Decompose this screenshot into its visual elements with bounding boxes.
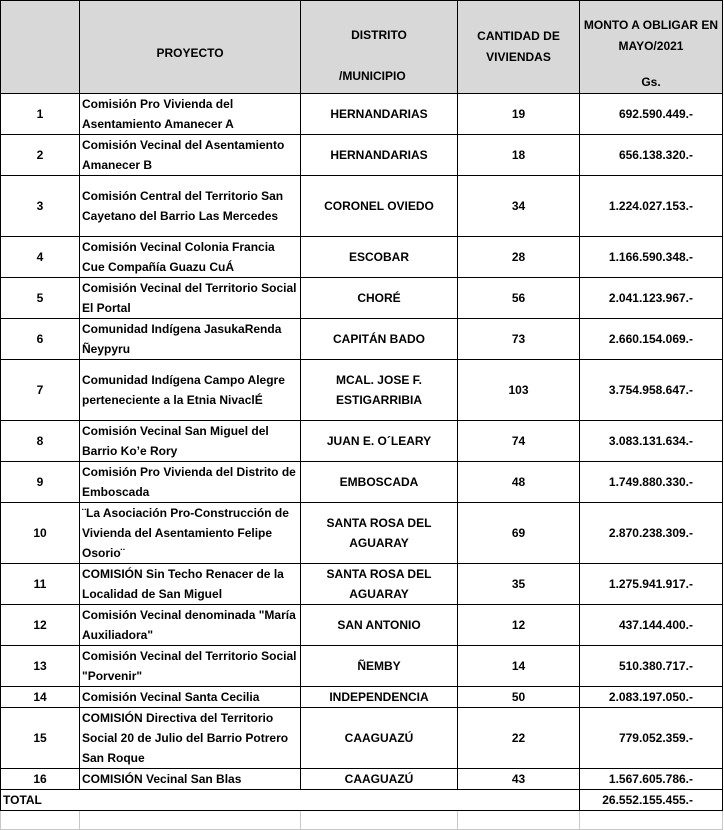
row-amount: 2.083.197.050.- xyxy=(580,687,723,708)
row-project: Comisión Pro Vivienda del Asentamiento Amanecer A xyxy=(80,94,301,135)
row-amount: 1.567.605.786.- xyxy=(580,769,723,790)
row-project: Comisión Vecinal del Asentamiento Amanecer B xyxy=(80,135,301,176)
header-district xyxy=(301,1,458,94)
header-amount-line1: MONTO A OBLIGAR EN MAYO/2021 xyxy=(583,18,719,53)
row-district: SANTA ROSA DEL AGUARAY xyxy=(301,564,458,605)
table-row xyxy=(1,278,723,319)
table-row xyxy=(1,605,723,646)
row-quantity: 28 xyxy=(458,237,580,278)
row-district: CAAGUAZÚ xyxy=(301,769,458,790)
row-quantity: 74 xyxy=(458,421,580,462)
header-amount xyxy=(580,1,723,94)
row-amount: 779.052.359.- xyxy=(580,708,723,769)
row-quantity: 35 xyxy=(458,564,580,605)
row-amount: 2.870.238.309.- xyxy=(580,503,723,564)
row-district: CAAGUAZÚ xyxy=(301,708,458,769)
empty-row xyxy=(1,811,723,830)
empty-cell xyxy=(580,811,723,830)
row-number: 16 xyxy=(1,769,80,790)
total-label: TOTAL xyxy=(1,790,580,811)
row-project: Comisión Vecinal Colonia Francia Cue Compañía Guazu CuÁ xyxy=(80,237,301,278)
row-quantity: 48 xyxy=(458,462,580,503)
row-number: 7 xyxy=(1,360,80,421)
row-district: CHORÉ xyxy=(301,278,458,319)
row-quantity: 73 xyxy=(458,319,580,360)
row-quantity: 12 xyxy=(458,605,580,646)
row-number: 11 xyxy=(1,564,80,605)
row-district: HERNANDARIAS xyxy=(301,135,458,176)
row-district: ESCOBAR xyxy=(301,237,458,278)
row-amount: 1.224.027.153.- xyxy=(580,176,723,237)
row-district: JUAN E. O´LEARY xyxy=(301,421,458,462)
row-project: COMISIÓN Vecinal San Blas xyxy=(80,769,301,790)
row-amount: 692.590.449.- xyxy=(580,94,723,135)
row-project: Comisión Vecinal denominada "María Auxiliadora" xyxy=(80,605,301,646)
row-quantity: 56 xyxy=(458,278,580,319)
row-district: HERNANDARIAS xyxy=(301,94,458,135)
row-quantity: 103 xyxy=(458,360,580,421)
table-body xyxy=(1,94,723,790)
table-row xyxy=(1,360,723,421)
row-number: 14 xyxy=(1,687,80,708)
table-row xyxy=(1,237,723,278)
header-quantity: CANTIDAD DE VIVIENDAS xyxy=(458,1,580,94)
empty-cell xyxy=(1,811,80,830)
table-row xyxy=(1,176,723,237)
row-project: Comisión Vecinal Santa Cecilia xyxy=(80,687,301,708)
table-row xyxy=(1,421,723,462)
table-header-row xyxy=(1,1,723,94)
row-quantity: 14 xyxy=(458,646,580,687)
row-number: 2 xyxy=(1,135,80,176)
row-project: Comunidad Indígena JasukaRenda Ñeypyru xyxy=(80,319,301,360)
row-district: ÑEMBY xyxy=(301,646,458,687)
row-number: 6 xyxy=(1,319,80,360)
row-project: COMISIÓN Directiva del Territorio Social 20 de Julio del Barrio Potrero San Roque xyxy=(80,708,301,769)
row-project: Comunidad Indígena Campo Alegre perteneciente a la Etnia NivaclÉ xyxy=(80,360,301,421)
table-row xyxy=(1,94,723,135)
row-number: 10 xyxy=(1,503,80,564)
table-row xyxy=(1,135,723,176)
row-district: MCAL. JOSE F. ESTIGARRIBIA xyxy=(301,360,458,421)
row-number: 15 xyxy=(1,708,80,769)
row-amount: 2.041.123.967.- xyxy=(580,278,723,319)
total-amount: 26.552.155.455.- xyxy=(580,790,723,811)
header-amount-line2: Gs. xyxy=(641,75,661,89)
row-amount: 1.275.941.917.- xyxy=(580,564,723,605)
table-row xyxy=(1,503,723,564)
row-project: Comisión Vecinal del Territorio Social El Portal xyxy=(80,278,301,319)
row-quantity: 69 xyxy=(458,503,580,564)
row-project: Comisión Vecinal del Territorio Social "Porvenir" xyxy=(80,646,301,687)
row-amount: 656.138.320.- xyxy=(580,135,723,176)
total-row xyxy=(1,790,723,811)
row-district: INDEPENDENCIA xyxy=(301,687,458,708)
row-amount: 437.144.400.- xyxy=(580,605,723,646)
row-project: ¨La Asociación Pro-Construcción de Vivienda del Asentamiento Felipe Osorio¨ xyxy=(80,503,301,564)
table-row xyxy=(1,687,723,708)
empty-cell xyxy=(301,811,458,830)
row-district: SAN ANTONIO xyxy=(301,605,458,646)
row-number: 9 xyxy=(1,462,80,503)
row-district: CAPITÁN BADO xyxy=(301,319,458,360)
header-project: PROYECTO xyxy=(80,1,301,94)
header-district-line1: DISTRITO xyxy=(351,28,407,42)
table-row xyxy=(1,769,723,790)
row-district: CORONEL OVIEDO xyxy=(301,176,458,237)
row-amount: 1.749.880.330.- xyxy=(580,462,723,503)
row-quantity: 34 xyxy=(458,176,580,237)
table-row xyxy=(1,646,723,687)
table-row xyxy=(1,462,723,503)
row-quantity: 22 xyxy=(458,708,580,769)
row-district: SANTA ROSA DEL AGUARAY xyxy=(301,503,458,564)
row-amount: 1.166.590.348.- xyxy=(580,237,723,278)
row-amount: 2.660.154.069.- xyxy=(580,319,723,360)
row-amount: 510.380.717.- xyxy=(580,646,723,687)
row-number: 13 xyxy=(1,646,80,687)
row-quantity: 19 xyxy=(458,94,580,135)
empty-cell xyxy=(80,811,301,830)
header-district-line2: /MUNICIPIO xyxy=(339,69,406,83)
row-number: 5 xyxy=(1,278,80,319)
row-number: 1 xyxy=(1,94,80,135)
row-district: EMBOSCADA xyxy=(301,462,458,503)
row-quantity: 50 xyxy=(458,687,580,708)
table-row xyxy=(1,708,723,769)
row-number: 8 xyxy=(1,421,80,462)
row-amount: 3.083.131.634.- xyxy=(580,421,723,462)
table-row xyxy=(1,319,723,360)
row-quantity: 43 xyxy=(458,769,580,790)
row-quantity: 18 xyxy=(458,135,580,176)
row-project: COMISIÓN Sin Techo Renacer de la Localidad de San Miguel xyxy=(80,564,301,605)
row-number: 4 xyxy=(1,237,80,278)
row-project: Comisión Pro Vivienda del Distrito de Emboscada xyxy=(80,462,301,503)
row-project: Comisión Central del Territorio San Cayetano del Barrio Las Mercedes xyxy=(80,176,301,237)
row-number: 3 xyxy=(1,176,80,237)
row-amount: 3.754.958.647.- xyxy=(580,360,723,421)
header-number xyxy=(1,1,80,94)
table-row xyxy=(1,564,723,605)
row-number: 12 xyxy=(1,605,80,646)
empty-cell xyxy=(458,811,580,830)
row-project: Comisión Vecinal San Miguel del Barrio Ko’e Rory xyxy=(80,421,301,462)
